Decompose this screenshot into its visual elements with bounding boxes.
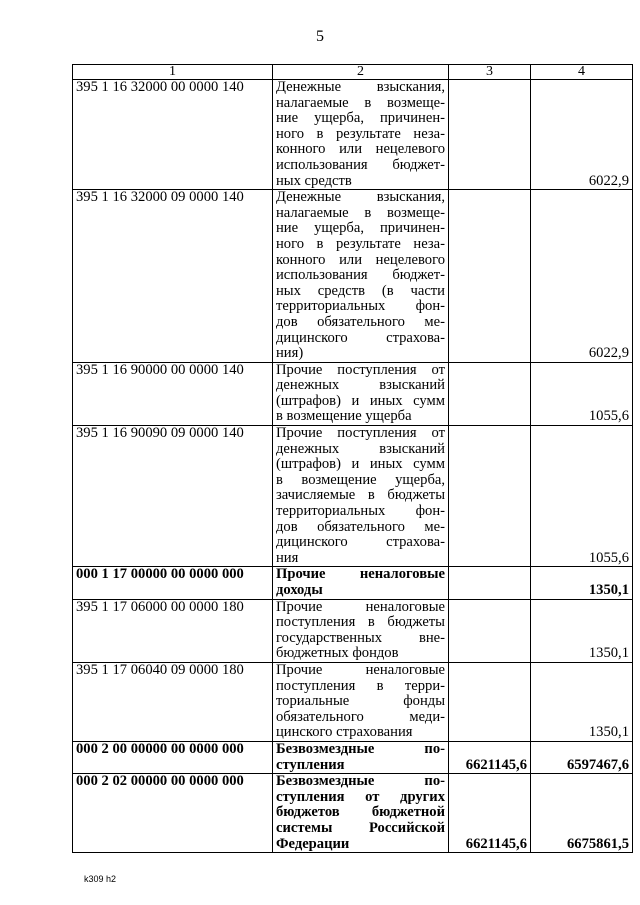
- row-code: 395 1 17 06040 09 0000 180: [73, 662, 273, 741]
- row-name-line: (штрафов) и иных сумм: [276, 392, 445, 409]
- row-name-line: ния): [276, 345, 304, 362]
- row-name-line: ния: [276, 549, 299, 566]
- row-name-line: Прочие поступления от: [276, 361, 445, 378]
- row-name: [273, 741, 449, 773]
- row-name-line: Прочие неналоговые: [276, 598, 445, 615]
- row-name: [273, 426, 449, 567]
- row-code: 000 1 17 00000 00 0000 000: [73, 567, 273, 599]
- row-name-line: Прочие поступления от: [276, 425, 445, 442]
- row-name-line: налагаемые в возмеще-: [276, 204, 445, 221]
- row-code: 395 1 16 90090 09 0000 140: [73, 426, 273, 567]
- row-col4-value: 1350,1: [531, 662, 633, 741]
- row-name-line: использования бюджет-: [276, 156, 445, 173]
- table-row: [73, 774, 633, 853]
- footer-code: k309 h2: [84, 874, 117, 884]
- row-code: 000 2 00 00000 00 0000 000: [73, 741, 273, 773]
- row-code: 395 1 17 06000 00 0000 180: [73, 599, 273, 662]
- row-name-line: ного в результате неза-: [276, 235, 445, 252]
- row-name-line: дов обязательного ме-: [276, 518, 445, 535]
- row-name-line: ступления: [276, 756, 345, 773]
- row-name-line: налагаемые в возмеще-: [276, 94, 445, 111]
- row-name-line: Безвозмездные по-: [276, 740, 445, 757]
- row-col3-value: [449, 362, 531, 425]
- row-name: [273, 190, 449, 363]
- table-row: [73, 599, 633, 662]
- row-name-line: цинского страхования: [276, 724, 413, 741]
- row-col3-value: 6621145,6: [449, 741, 531, 773]
- row-code: 395 1 16 32000 00 0000 140: [73, 80, 273, 190]
- row-name-line: дов обязательного ме-: [276, 313, 445, 330]
- row-name-line: обязательного меди-: [276, 708, 445, 725]
- row-name-line: ступления от других: [276, 788, 445, 805]
- row-name-line: территориальных фон-: [276, 503, 445, 520]
- row-col3-value: [449, 662, 531, 741]
- row-name: [273, 599, 449, 662]
- row-col3-value: [449, 426, 531, 567]
- row-name-line: Денежные взыскания,: [276, 79, 445, 95]
- row-name-line: ных средств: [276, 172, 352, 189]
- row-name-line: Федерации: [276, 835, 350, 852]
- row-col3-value: 6621145,6: [449, 774, 531, 853]
- row-name-line: ных средств (в части: [276, 282, 445, 299]
- row-name-line: конного или нецелевого: [276, 251, 445, 268]
- row-name-line: государственных вне-: [276, 629, 445, 646]
- table-row: [73, 741, 633, 773]
- row-name-line: денежных взысканий: [276, 377, 445, 394]
- row-name-line: ние ущерба, причинен-: [276, 110, 445, 127]
- row-name-line: доходы: [276, 582, 323, 598]
- row-col4-value: 6675861,5: [531, 774, 633, 853]
- row-col4-value: 6022,9: [531, 190, 633, 363]
- table-header-row: [73, 65, 633, 80]
- row-name-line: ториальные фонды: [276, 693, 445, 710]
- row-name-line: бюджетов бюджетной: [276, 804, 445, 821]
- table-row: [73, 426, 633, 567]
- table-row: [73, 662, 633, 741]
- budget-table: [72, 64, 633, 853]
- table-row: [73, 80, 633, 190]
- table-row: [73, 567, 633, 599]
- table-row: [73, 190, 633, 363]
- row-col4-value: 1055,6: [531, 426, 633, 567]
- row-name-line: Денежные взыскания,: [276, 189, 445, 206]
- row-name: [273, 662, 449, 741]
- header-col-2: 2: [273, 65, 449, 80]
- row-name-line: (штрафов) и иных сумм: [276, 456, 445, 473]
- row-name-line: в возмещение ущерба,: [276, 471, 445, 488]
- row-name-line: Прочие неналоговые: [276, 661, 445, 678]
- header-col-3: 3: [449, 65, 531, 80]
- row-col4-value: 1350,1: [531, 599, 633, 662]
- row-col4-value: 1055,6: [531, 362, 633, 425]
- row-name-line: ного в результате неза-: [276, 125, 445, 142]
- row-col3-value: [449, 567, 531, 599]
- row-name-line: Безвозмездные по-: [276, 773, 445, 790]
- row-col4-value: 6022,9: [531, 80, 633, 190]
- row-name-line: использования бюджет-: [276, 267, 445, 284]
- page-number: 5: [316, 28, 324, 45]
- row-name-line: денежных взысканий: [276, 440, 445, 457]
- row-name-line: дицинского страхова-: [276, 534, 445, 551]
- row-name-line: Прочие неналоговые: [276, 566, 445, 583]
- row-name-line: территориальных фон-: [276, 298, 445, 315]
- row-name: [273, 774, 449, 853]
- row-name-line: ние ущерба, причинен-: [276, 220, 445, 237]
- row-name-line: в возмещение ущерба: [276, 408, 412, 425]
- row-col3-value: [449, 80, 531, 190]
- row-name-line: дицинского страхова-: [276, 329, 445, 346]
- header-col-1: 1: [73, 65, 273, 80]
- row-name-line: конного или нецелевого: [276, 141, 445, 158]
- row-code: 000 2 02 00000 00 0000 000: [73, 774, 273, 853]
- row-col3-value: [449, 190, 531, 363]
- row-name: [273, 567, 449, 599]
- row-col3-value: [449, 599, 531, 662]
- row-code: 395 1 16 90000 00 0000 140: [73, 362, 273, 425]
- row-col4-value: 1350,1: [531, 567, 633, 599]
- table-row: [73, 362, 633, 425]
- row-name-line: поступления в бюджеты: [276, 614, 445, 631]
- row-name-line: зачисляемые в бюджеты: [276, 487, 445, 504]
- row-name: [273, 362, 449, 425]
- header-col-4: 4: [531, 65, 633, 80]
- row-name-line: системы Российской: [276, 819, 445, 836]
- row-name: [273, 80, 449, 190]
- row-code: 395 1 16 32000 09 0000 140: [73, 190, 273, 363]
- row-col4-value: 6597467,6: [531, 741, 633, 773]
- row-name-line: бюджетных фондов: [276, 645, 399, 662]
- row-name-line: поступления в терри-: [276, 677, 445, 694]
